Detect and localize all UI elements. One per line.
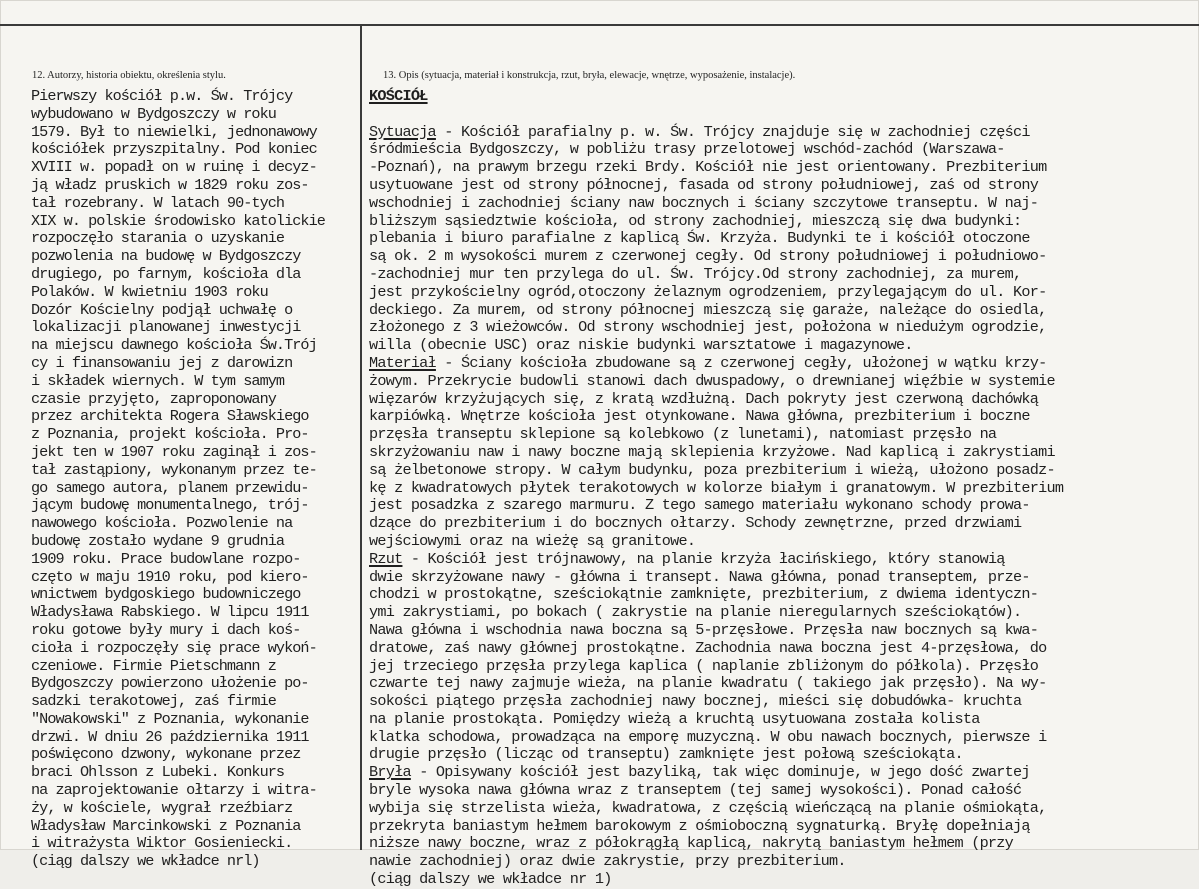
text-line: tał rozebrany. W latach 90-tych <box>31 193 285 212</box>
history-text-column <box>31 88 361 871</box>
text-line: 1909 roku. Prace budowlane rozpo- <box>31 549 301 568</box>
text-line <box>369 675 1169 693</box>
line-text: złożonego z 3 wieżowców. Od strony wschodniej jest, położona w niedużym ogrodzie, <box>369 318 1047 337</box>
line-text: więzarów krzyżujących się, z kratą wzdłużną. Dach pokryty jest czerwoną dachówką <box>369 389 1039 408</box>
text-line: wybudowano w Bydgoszczy w roku <box>31 104 276 123</box>
text-line <box>369 195 1169 213</box>
text-line <box>369 480 1169 498</box>
text-line: drzwi. W dniu 26 października 1911 <box>31 727 309 746</box>
text-line: Polaków. W kwietniu 1903 roku <box>31 282 268 301</box>
text-line: XIX w. polskie środowisko katolickie <box>31 211 325 230</box>
text-line <box>369 266 1169 284</box>
line-text: dwie skrzyżowane nawy - główna i transept. Nawa główna, ponad transeptem, prze- <box>369 567 1030 586</box>
text-line: częto w maju 1910 roku, pod kiero- <box>31 567 309 586</box>
text-line <box>369 853 1169 871</box>
text-line: tał zastąpiony, wykonanym przez te- <box>31 460 317 479</box>
text-line <box>369 569 1169 587</box>
line-text: żowym. Przekrycie budowli stanowi dach dwuspadowy, o drewnianej więźbie w systemie <box>369 371 1055 390</box>
line-text: na planie prostokąta. Pomiędzy wieżą a kruchtą usytuowana została kolista <box>369 709 980 728</box>
text-line <box>369 729 1169 747</box>
line-text: sokości piątego przęsła zachodniej nawy bocznej, mieści się dobudówka- kruchta <box>369 692 1022 711</box>
text-line <box>369 693 1169 711</box>
line-text: -Poznań), na prawym brzegu rzeki Brdy. Kościół nie jest orientowany. Prezbiterium <box>369 158 1047 177</box>
line-text: karpiówką. Wnętrze kościoła jest otynkowane. Nawa główna, prezbiterium i boczne <box>369 407 1030 426</box>
line-text: przęsła transeptu sklepione są kolebkowo (z lunetami), natomiast przęsło na <box>369 425 997 444</box>
text-line <box>369 658 1169 676</box>
line-text: nawie zachodniej) oraz dwie zakrystie, przy prezbiterium. <box>369 852 846 871</box>
text-line <box>369 391 1169 409</box>
text-line: na miejscu dawnego kościoła Św.Trój <box>31 336 317 355</box>
text-line <box>369 640 1169 658</box>
description-text-column <box>369 88 1169 889</box>
line-text: bliższym sąsiedztwie kościoła, od strony zachodniej, mieszczą się dwa budynki: <box>369 211 1022 230</box>
line-text: są żelbetonowe stropy. W całym budynku, poza prezbiterium i wieżą, ułożono posadz- <box>369 460 1055 479</box>
line-text: wybija się strzelista wieża, kwadratowa, z częścią wieńczącą na planie ośmiokąta, <box>369 798 1047 817</box>
line-text: śródmieścia Bydgoszczy, w pobliżu trasy przelotowej wschód-zachód (Warszawa- <box>369 140 1005 159</box>
text-line: budowę zostało wydane 9 grudnia <box>31 531 285 550</box>
line-text: jest przykościelny ogród,otoczony żelaznym ogrodzeniem, przylegającym do ul. Kor- <box>369 282 1047 301</box>
line-text: -zachodniej mur ten przylega do ul. Św. Trójcy.Od strony zachodniej, za murem, <box>369 264 1022 283</box>
text-line <box>369 818 1169 836</box>
line-text: czwarte tej nawy zajmuje wieża, na planie kwadratu ( takiego jak przęsło). Na wy- <box>369 674 1047 693</box>
text-line <box>369 444 1169 462</box>
subsection-label: Bryła <box>369 763 411 782</box>
section-title: KOŚCIÓŁ <box>369 87 428 105</box>
line-text: - Opisywany kościół jest bazyliką, tak więc dominuje, w jego dość zwartej <box>410 763 1030 782</box>
line-text: (ciąg dalszy we wkładce nr 1) <box>369 870 612 889</box>
text-line <box>369 230 1169 248</box>
text-line: sadzki terakotowej, zaś firmie <box>31 692 276 711</box>
line-text: plebania i biuro parafialne z kaplicą Św. Krzyża. Budynki te i kościół otoczone <box>369 229 1030 248</box>
text-line <box>369 302 1169 320</box>
line-text: usytuowane jest od strony północnej, fasada od strony południowej, zaś od strony <box>369 175 1039 194</box>
line-text: ymi zakrystiami, po bokach ( zakrystie na planie nieregularnych sześciokątów). <box>369 603 1022 622</box>
line-text: niższe nawy boczne, wraz z półokrągłą kaplicą, nakrytą baniastym hełmem (przy <box>369 834 1014 853</box>
text-line: lokalizacji planowanej inwestycji <box>31 318 301 337</box>
text-line: ży, w kościele, wygrał rzeźbiarz <box>31 798 293 817</box>
text-line: i składek wiernych. W tym samym <box>31 371 285 390</box>
text-line: i witrażysta Wiktor Gosieniecki. <box>31 834 293 853</box>
text-line: drugiego, po farnym, kościoła dla <box>31 264 301 283</box>
spacer-line <box>369 106 1169 124</box>
text-line <box>369 871 1169 889</box>
text-line <box>369 337 1169 355</box>
text-line <box>369 782 1169 800</box>
text-line: z Poznania, projekt kościoła. Pro- <box>31 425 309 444</box>
line-text: dratowe, zaś nawy głównej prostokątne. Zachodnia nawa boczna jest 4-przęsłowa, do <box>369 638 1047 657</box>
text-line <box>369 533 1169 551</box>
text-line <box>369 355 1169 373</box>
text-line <box>369 586 1169 604</box>
text-line: Pierwszy kościół p.w. Św. Trójcy <box>31 87 293 105</box>
text-line: nawowego kościoła. Pozwolenie na <box>31 514 293 533</box>
text-line <box>369 124 1169 142</box>
text-line: kościółek przyszpitalny. Pod koniec <box>31 140 317 159</box>
line-text: przekryta baniastym hełmem barokowym z ośmioboczną sygnaturką. Bryłę dopełniają <box>369 816 1030 835</box>
text-line <box>369 319 1169 337</box>
text-line <box>369 746 1169 764</box>
text-line: czasie przyjęto, zaproponowany <box>31 389 276 408</box>
line-text: Nawa główna i wschodnia nawa boczna są 5-przęsłowe. Przęsła naw bocznych są kwa- <box>369 620 1039 639</box>
line-text: deckiego. Za murem, od strony północnej mieszczą się garaże, należące do osiedla, <box>369 300 1047 319</box>
line-text: są ok. 2 m wysokości murem z czerwonej cegły. Od strony południowej i południowo- <box>369 247 1047 266</box>
line-text: klatka schodowa, prowadząca na emporę muzyczną. W obu nawach bocznych, pierwsze i <box>369 727 1047 746</box>
section-title-line <box>369 88 1169 106</box>
text-line <box>369 764 1169 782</box>
text-line <box>369 284 1169 302</box>
text-line: "Nowakowski" z Poznania, wykonanie <box>31 709 309 728</box>
text-line <box>369 551 1169 569</box>
text-line: go samego autora, planem przewidu- <box>31 478 309 497</box>
line-text: willa (obecnie USC) oraz niskie budynki warsztatowe i magazynowe. <box>369 336 913 355</box>
text-line <box>369 426 1169 444</box>
text-line: XVIII w. popadł on w ruinę i decyz- <box>31 158 317 177</box>
line-text: - Ściany kościoła zbudowane są z czerwonej cegły, ułożonej w wątku krzy- <box>435 353 1047 372</box>
text-line: przez architekta Rogera Sławskiego <box>31 407 309 426</box>
line-text: dzące do prezbiterium i do bocznych ołtarzy. Schody zewnętrzne, przed drzwiami <box>369 514 1022 533</box>
text-line: roku gotowe były mury i dach koś- <box>31 620 301 639</box>
text-line: pozwolenia na budowę w Bydgoszczy <box>31 247 301 266</box>
text-line <box>369 373 1169 391</box>
line-text: - Kościół jest trójnawowy, na planie krzyża łacińskiego, który stanowią <box>402 549 1005 568</box>
text-line <box>369 604 1169 622</box>
text-line: rozpoczęło starania o uzyskanie <box>31 229 285 248</box>
text-line: jącym budowę monumentalnego, trój- <box>31 496 309 515</box>
line-text: drugie przęsło (licząc od transeptu) zamknięte jest połową sześciokąta. <box>369 745 963 764</box>
text-line: wnictwem bydgoskiego budowniczego <box>31 585 301 604</box>
text-line: na zaprojektowanie ołtarzy i witra- <box>31 781 317 800</box>
text-line: czeniowe. Firmie Pietschmann z <box>31 656 276 675</box>
text-line: poświęcono dzwony, wykonane przez <box>31 745 301 764</box>
line-text: bryle wysoka nawa główna wraz z transeptem (tej samej wysokości). Ponad całość <box>369 781 1022 800</box>
text-line <box>369 462 1169 480</box>
text-line: 1579. Był to niewielki, jednonawowy <box>31 122 317 141</box>
line-text: skrzyżowaniu naw i nawy boczne mają sklepienia krzyżowe. Nad kaplicą i zakrystiami <box>369 442 1055 461</box>
text-line: Bydgoszczy powierzono ułożenie po- <box>31 674 309 693</box>
text-line <box>369 159 1169 177</box>
line-text: - Kościół parafialny p. w. Św. Trójcy znajduje się w zachodniej części <box>435 122 1030 141</box>
text-line: cy i finansowaniu jej z darowizn <box>31 353 293 372</box>
text-line <box>369 835 1169 853</box>
text-line <box>369 177 1169 195</box>
line-text: kę z kwadratowych płytek terakotowych w kolorze białym i granatowym. W prezbiterium <box>369 478 1064 497</box>
text-line: Dozór Kościelny podjął uchwałę o <box>31 300 293 319</box>
line-text: jej trzeciego przęsła przylega kaplica ( naplanie zbliżonym do półkola). Przęsło <box>369 656 1039 675</box>
subsection-label: Sytuacja <box>369 122 436 141</box>
subsection-label: Materiał <box>369 353 436 372</box>
text-line: cioła i rozpoczęły się prace wykoń- <box>31 638 317 657</box>
text-line: jekt ten w 1907 roku zaginął i zos- <box>31 442 317 461</box>
line-text: chodzi w prostokątne, sześciokątnie zamknięte, prezbiterium, z dwiema identyczn- <box>369 585 1039 604</box>
text-line <box>369 141 1169 159</box>
text-line: (ciąg dalszy we wkładce nrl) <box>31 852 260 871</box>
text-line <box>369 800 1169 818</box>
text-line <box>369 497 1169 515</box>
text-line <box>369 248 1169 266</box>
text-line: ją władz pruskich w 1829 roku zos- <box>31 175 309 194</box>
text-line <box>369 515 1169 533</box>
text-line <box>369 711 1169 729</box>
text-line <box>369 408 1169 426</box>
text-line <box>369 622 1169 640</box>
text-line: Władysław Marcinkowski z Poznania <box>31 816 301 835</box>
subsection-label: Rzut <box>369 549 403 568</box>
top-rule <box>0 24 1199 26</box>
left-column-header: 12. Autorzy, historia obiektu, określenia stylu. <box>32 70 226 81</box>
line-text: wschodniej i zachodniej ściany naw bocznych i ściany szczytowe transeptu. W naj- <box>369 193 1039 212</box>
right-column-header: 13. Opis (sytuacja, materiał i konstrukcja, rzut, bryła, elewacje, wnętrze, wyposażenie, instalacje). <box>383 70 796 81</box>
text-line: braci Ohlsson z Lubeki. Konkurs <box>31 763 285 782</box>
line-text: wejściowymi oraz na wieżę są granitowe. <box>369 531 696 550</box>
text-line: Władysława Rabskiego. W lipcu 1911 <box>31 603 309 622</box>
text-line <box>369 213 1169 231</box>
line-text: jest posadzka z szarego marmuru. Z tego samego materiału wykonano schody prowa- <box>369 496 1030 515</box>
